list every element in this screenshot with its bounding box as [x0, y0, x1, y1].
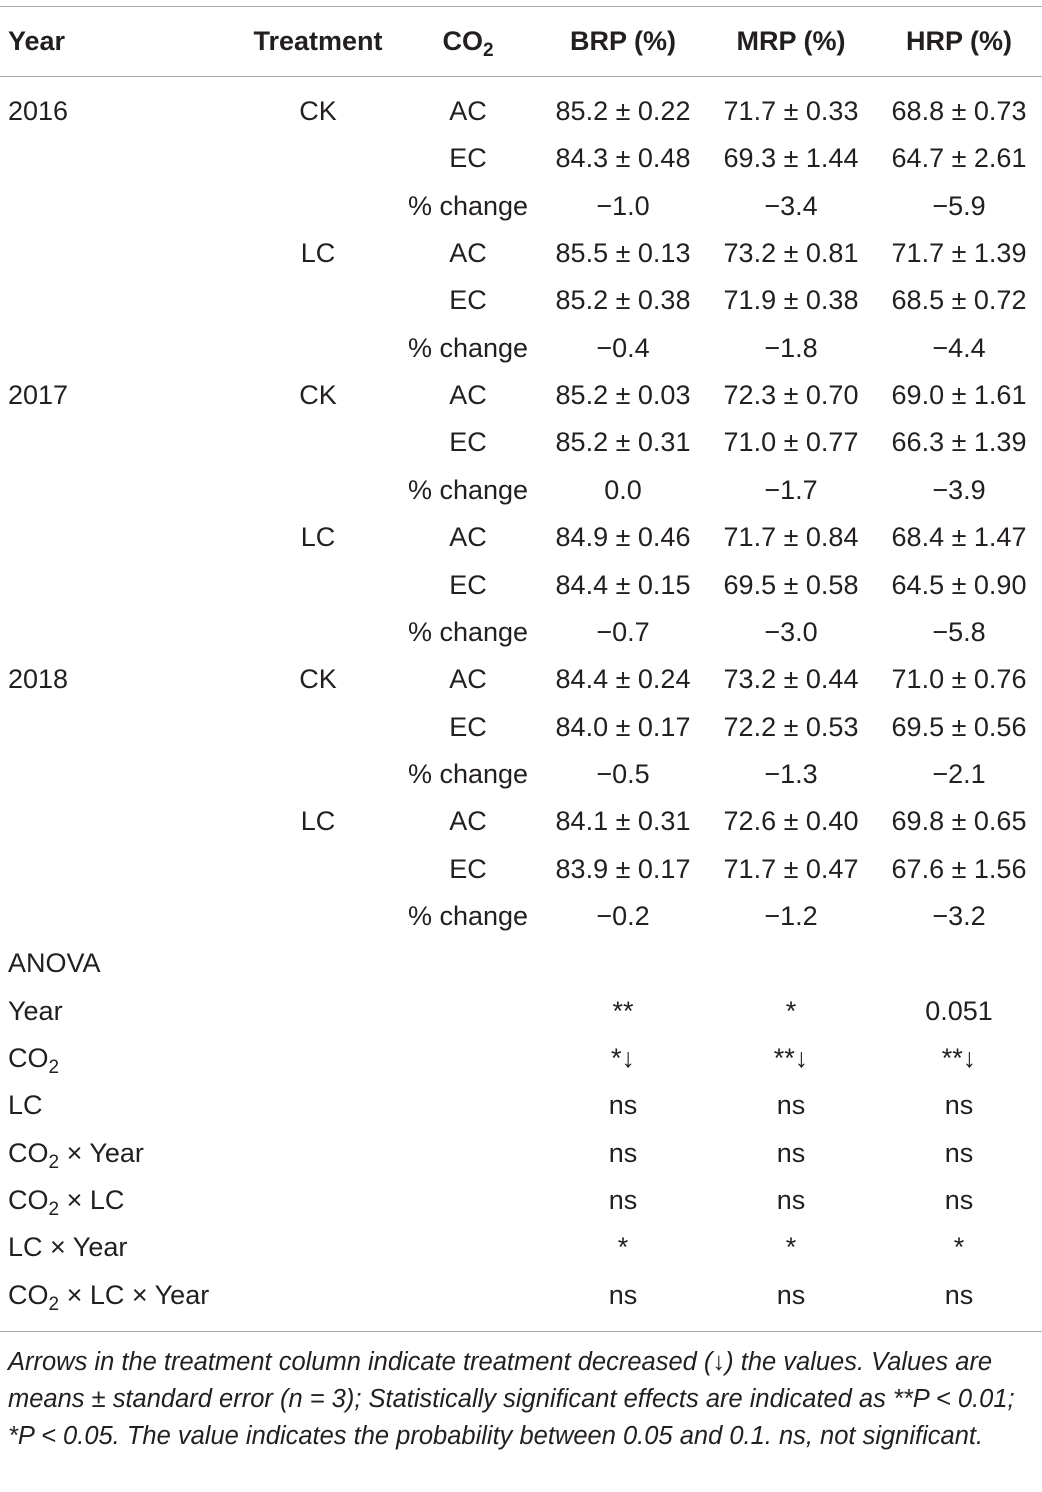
brp-cell: 85.2 ± 0.38: [555, 285, 691, 316]
brp-cell: 0.0: [604, 474, 642, 505]
hrp-cell: 69.0 ± 1.61: [891, 380, 1027, 411]
co2-cell: EC: [449, 427, 487, 458]
mrp-cell: 69.5 ± 0.58: [723, 569, 859, 600]
anova-brp-cell: *: [617, 1232, 629, 1263]
mrp-cell: 71.0 ± 0.77: [723, 427, 859, 458]
hrp-cell: −2.1: [932, 758, 986, 789]
brp-cell: 84.9 ± 0.46: [555, 522, 691, 553]
anova-effect-label: $CO_2$ × LC: [8, 1185, 125, 1221]
table-header-row: [0, 18, 1042, 65]
mrp-cell: 72.6 ± 0.40: [723, 806, 859, 837]
anova-effect-label: $CO_2$ × LC × Year: [8, 1279, 210, 1315]
co2-cell: % change: [407, 616, 529, 647]
co2-cell: AC: [449, 238, 487, 269]
header-bottom-rule: [0, 76, 1042, 77]
anova-mrp-cell: ns: [776, 1090, 806, 1121]
header-hrp: HRP (%): [905, 26, 1013, 56]
table-row: [0, 846, 1042, 893]
co2-cell: % change: [407, 900, 529, 931]
mrp-cell: −1.2: [764, 900, 818, 931]
treatment-cell: CK: [299, 96, 337, 126]
co2-cell: AC: [449, 664, 487, 695]
table-row: [0, 656, 1042, 703]
table-row: [0, 751, 1042, 798]
table-row: [0, 277, 1042, 324]
anova-effect-label: $CO_2$: [8, 1043, 60, 1078]
mrp-cell: 71.7 ± 0.33: [723, 96, 859, 126]
brp-cell: 84.3 ± 0.48: [555, 143, 691, 174]
brp-cell: −0.7: [596, 616, 650, 647]
brp-cell: 85.2 ± 0.31: [555, 427, 691, 458]
mrp-cell: −1.8: [764, 332, 818, 363]
anova-hrp-cell: *: [953, 1232, 965, 1263]
mrp-cell: −1.7: [764, 474, 818, 505]
table-row: [0, 135, 1042, 182]
header-brp: BRP (%): [569, 26, 677, 56]
brp-cell: 84.4 ± 0.15: [555, 569, 691, 600]
treatment-cell: LC: [300, 238, 336, 269]
co2-cell: EC: [449, 285, 487, 316]
co2-cell: AC: [449, 806, 487, 837]
anova-brp-cell: **: [612, 995, 634, 1026]
mrp-cell: 73.2 ± 0.81: [723, 238, 859, 269]
table-row: [0, 183, 1042, 230]
table-row: [0, 419, 1042, 466]
anova-row: [0, 1272, 1042, 1319]
co2-cell: % change: [407, 332, 529, 363]
anova-mrp-cell: ns: [776, 1185, 806, 1216]
anova-row: [0, 1177, 1042, 1224]
hrp-cell: 69.8 ± 0.65: [891, 806, 1027, 837]
hrp-cell: −3.9: [932, 474, 986, 505]
hrp-cell: −3.2: [932, 900, 986, 931]
header-mrp: MRP (%): [736, 26, 846, 56]
mrp-cell: 71.7 ± 0.84: [723, 522, 859, 553]
hrp-cell: 71.7 ± 1.39: [891, 238, 1027, 269]
year-cell: 2017: [8, 380, 69, 411]
hrp-cell: 68.8 ± 0.73: [891, 96, 1027, 126]
brp-cell: 85.2 ± 0.03: [555, 380, 691, 411]
brp-cell: 85.2 ± 0.22: [555, 96, 691, 126]
brp-cell: −0.2: [596, 900, 650, 931]
hrp-cell: 64.5 ± 0.90: [891, 569, 1027, 600]
co2-cell: AC: [449, 522, 487, 553]
hrp-cell: 68.5 ± 0.72: [891, 285, 1027, 316]
brp-cell: 84.4 ± 0.24: [555, 664, 691, 695]
anova-effect-label: LC × Year: [8, 1232, 128, 1263]
mrp-cell: 69.3 ± 1.44: [723, 143, 859, 174]
treatment-cell: LC: [300, 522, 336, 553]
anova-effect-label: Year: [8, 995, 63, 1026]
co2-cell: % change: [407, 474, 529, 505]
anova-hrp-cell: ns: [944, 1090, 974, 1121]
treatment-cell: CK: [299, 664, 337, 695]
hrp-cell: 68.4 ± 1.47: [891, 522, 1027, 553]
table-footnote: Arrows in the treatment column indicate treatment decreased (↓) the values. Values are means ± standard error (n = 3); Statistically significant effects are indicated as **P < 0.01; *P < 0.05. The value indicates the probability between 0.05 and 0.1. ns, not significant.: [8, 1348, 1015, 1450]
hrp-cell: 71.0 ± 0.76: [891, 664, 1027, 695]
table-row: [0, 609, 1042, 656]
mrp-cell: 73.2 ± 0.44: [723, 664, 859, 695]
hrp-cell: 67.6 ± 1.56: [891, 853, 1027, 884]
anova-mrp-cell: *: [785, 995, 797, 1026]
anova-hrp-cell: ns: [944, 1137, 974, 1168]
co2-cell: EC: [449, 569, 487, 600]
anova-hrp-cell: ns: [944, 1279, 974, 1310]
hrp-cell: 69.5 ± 0.56: [891, 711, 1027, 742]
table-row: [0, 893, 1042, 940]
mrp-cell: 71.7 ± 0.47: [723, 853, 859, 884]
anova-brp-cell: ns: [608, 1279, 638, 1310]
table-row: [0, 562, 1042, 609]
anova-brp-cell: *↓: [610, 1043, 636, 1073]
anova-title: ANOVA: [8, 948, 101, 979]
mrp-cell: 72.2 ± 0.53: [723, 711, 859, 742]
table-bottom-rule: [0, 1331, 1042, 1332]
hrp-cell: −5.8: [932, 616, 986, 647]
mrp-cell: −1.3: [764, 758, 818, 789]
table-row: [0, 230, 1042, 277]
mrp-cell: 72.3 ± 0.70: [723, 380, 859, 411]
brp-cell: 84.0 ± 0.17: [555, 711, 691, 742]
treatment-cell: LC: [300, 806, 336, 837]
anova-mrp-cell: *: [785, 1232, 797, 1263]
table-row: [0, 325, 1042, 372]
co2-cell: EC: [449, 711, 487, 742]
co2-cell: AC: [449, 380, 487, 411]
anova-hrp-cell: ns: [944, 1185, 974, 1216]
anova-brp-cell: ns: [608, 1090, 638, 1121]
anova-brp-cell: ns: [608, 1185, 638, 1216]
hrp-cell: −5.9: [932, 190, 986, 221]
header-year: Year: [8, 26, 66, 56]
table-row: [0, 514, 1042, 561]
brp-cell: 84.1 ± 0.31: [555, 806, 691, 837]
anova-mrp-cell: ns: [776, 1279, 806, 1310]
table-row: [0, 372, 1042, 419]
co2-cell: EC: [449, 853, 487, 884]
co2-cell: EC: [449, 143, 487, 174]
anova-hrp-cell: **↓: [941, 1043, 977, 1073]
brp-cell: 83.9 ± 0.17: [555, 853, 691, 884]
treatment-cell: CK: [299, 380, 337, 411]
co2-cell: % change: [407, 190, 529, 221]
brp-cell: 85.5 ± 0.13: [555, 238, 691, 269]
brp-cell: −0.4: [596, 332, 650, 363]
anova-effect-label: LC: [8, 1090, 43, 1121]
brp-cell: −0.5: [596, 758, 650, 789]
table-top-rule: [0, 6, 1042, 7]
anova-effect-label: $CO_2$ × Year: [8, 1137, 144, 1173]
brp-cell: −1.0: [596, 190, 650, 221]
table-row: [0, 798, 1042, 845]
anova-hrp-cell: 0.051: [925, 995, 993, 1026]
table-row: [0, 704, 1042, 751]
anova-row: [0, 1130, 1042, 1177]
anova-mrp-cell: ns: [776, 1137, 806, 1168]
mrp-cell: 71.9 ± 0.38: [723, 285, 859, 316]
anova-row: [0, 1082, 1042, 1129]
hrp-cell: 64.7 ± 2.61: [891, 143, 1027, 174]
table-row: [0, 88, 1042, 135]
mrp-cell: −3.4: [764, 190, 818, 221]
year-cell: 2016: [8, 96, 69, 126]
anova-brp-cell: ns: [608, 1137, 638, 1168]
co2-cell: AC: [449, 96, 487, 126]
co2-cell: % change: [407, 758, 529, 789]
header-treatment: Treatment: [253, 26, 383, 56]
anova-title-row: [0, 940, 1042, 987]
hrp-cell: 66.3 ± 1.39: [891, 427, 1027, 458]
mrp-cell: −3.0: [764, 616, 818, 647]
header-co2: $CO_2$: [442, 26, 494, 61]
year-cell: 2018: [8, 664, 69, 695]
anova-mrp-cell: **↓: [773, 1043, 809, 1073]
anova-row: [0, 1224, 1042, 1271]
hrp-cell: −4.4: [932, 332, 986, 363]
anova-row: [0, 1035, 1042, 1082]
anova-row: [0, 988, 1042, 1035]
table-row: [0, 467, 1042, 514]
